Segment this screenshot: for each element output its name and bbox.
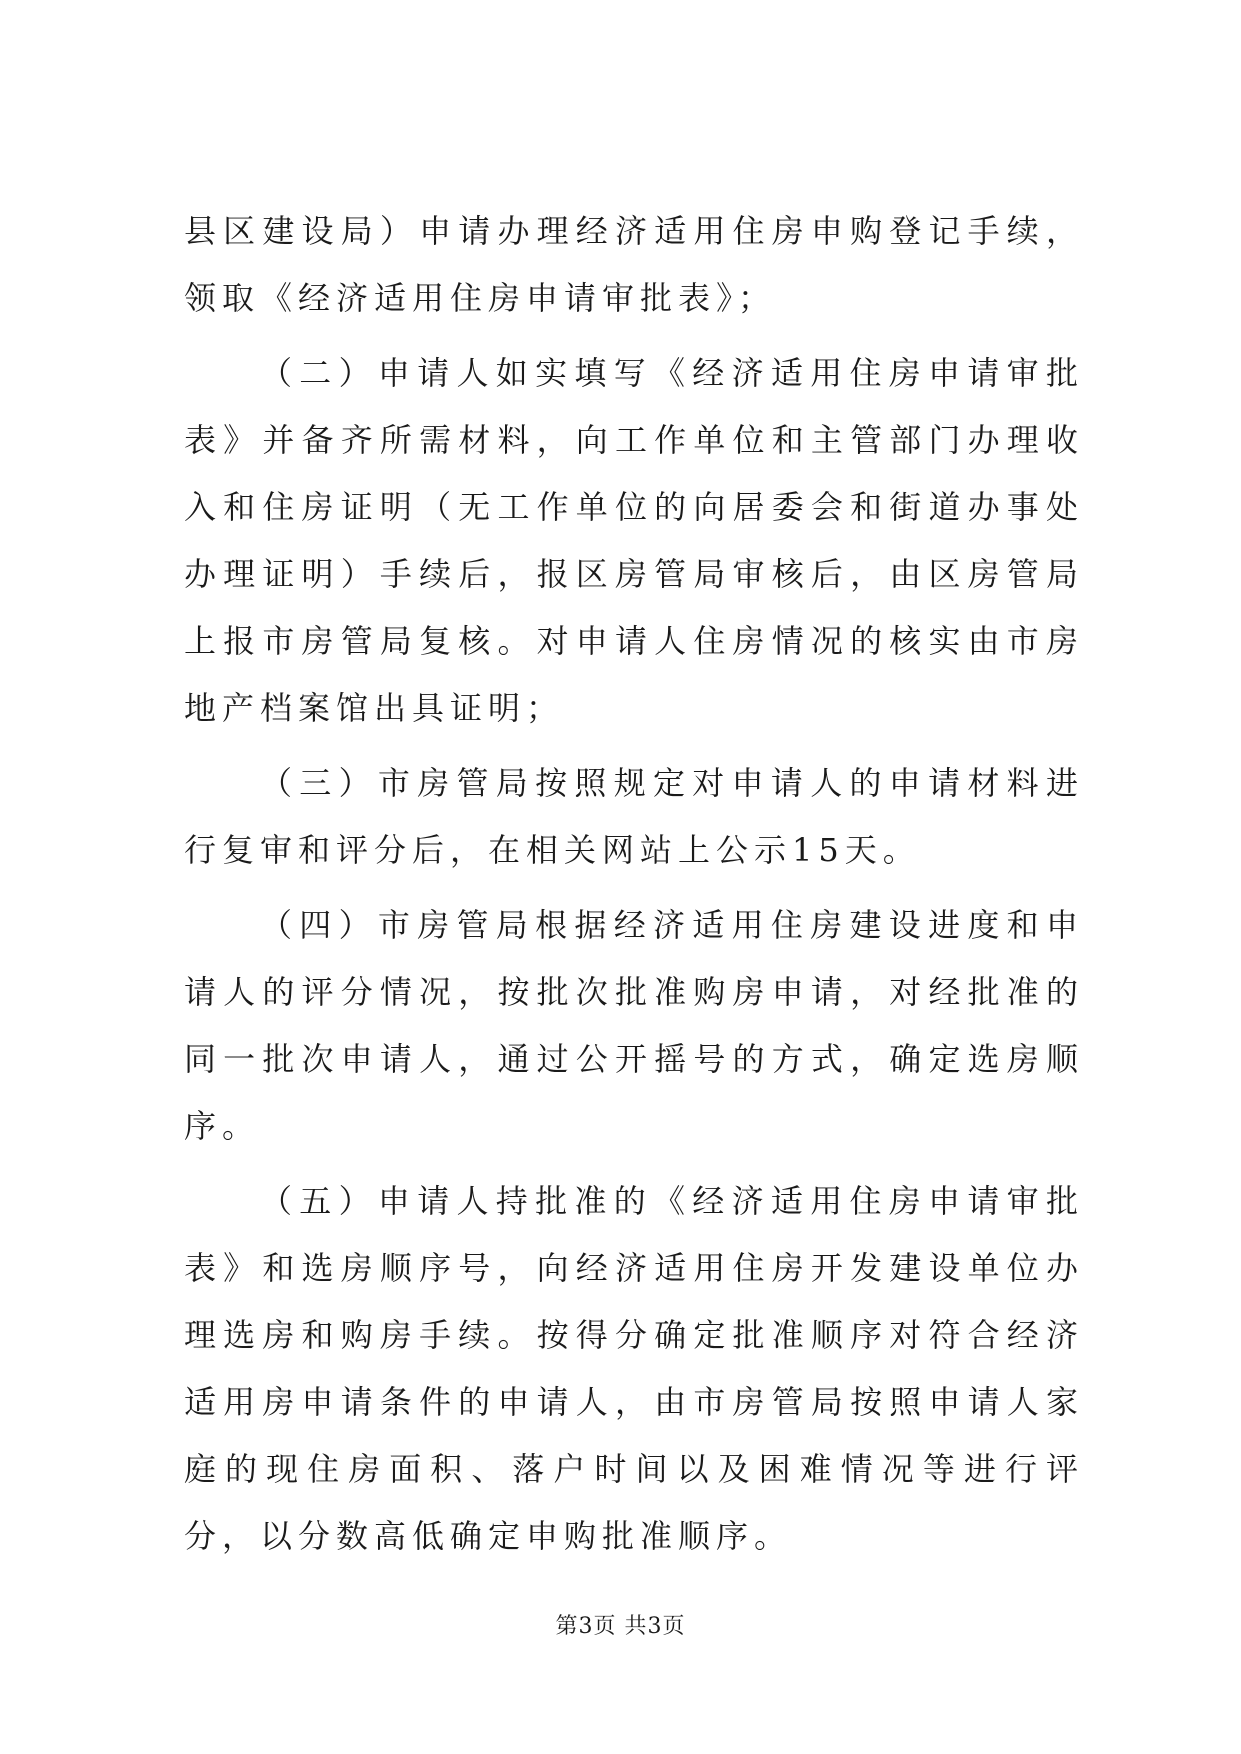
paragraph-item-5: （五）申请人持批准的《经济适用住房申请审批表》和选房顺序号，向经济适用住房开发建设单位办理选房和购房手续。按得分确定批准顺序对符合经济适用房申请条件的申请人，由市房管局按照申请人家庭的现住房面积、落户时间以及困难情况等进行评分，以分数高低确定申购批准顺序。 bbox=[184, 1182, 1084, 1555]
document-body bbox=[184, 198, 1084, 1578]
paragraph-item-3: （三）市房管局按照规定对申请人的申请材料进行复审和评分后，在相关网站上公示15天。 bbox=[184, 764, 1084, 869]
page-number-footer: 第3页 共3页 bbox=[555, 1614, 686, 1639]
paragraph-continuation: 县区建设局）申请办理经济适用住房申购登记手续，领取《经济适用住房申请审批表》； bbox=[184, 212, 1084, 317]
paragraph-item-2: （二）申请人如实填写《经济适用住房申请审批表》并备齐所需材料，向工作单位和主管部门办理收入和住房证明（无工作单位的向居委会和街道办事处办理证明）手续后，报区房管局审核后，由区房管局上报市房管局复核。对申请人住房情况的核实由市房地产档案馆出具证明； bbox=[184, 354, 1084, 727]
paragraph-item-4: （四）市房管局根据经济适用住房建设进度和申请人的评分情况，按批次批准购房申请，对经批准的同一批次申请人，通过公开摇号的方式，确定选房顺序。 bbox=[184, 906, 1084, 1145]
